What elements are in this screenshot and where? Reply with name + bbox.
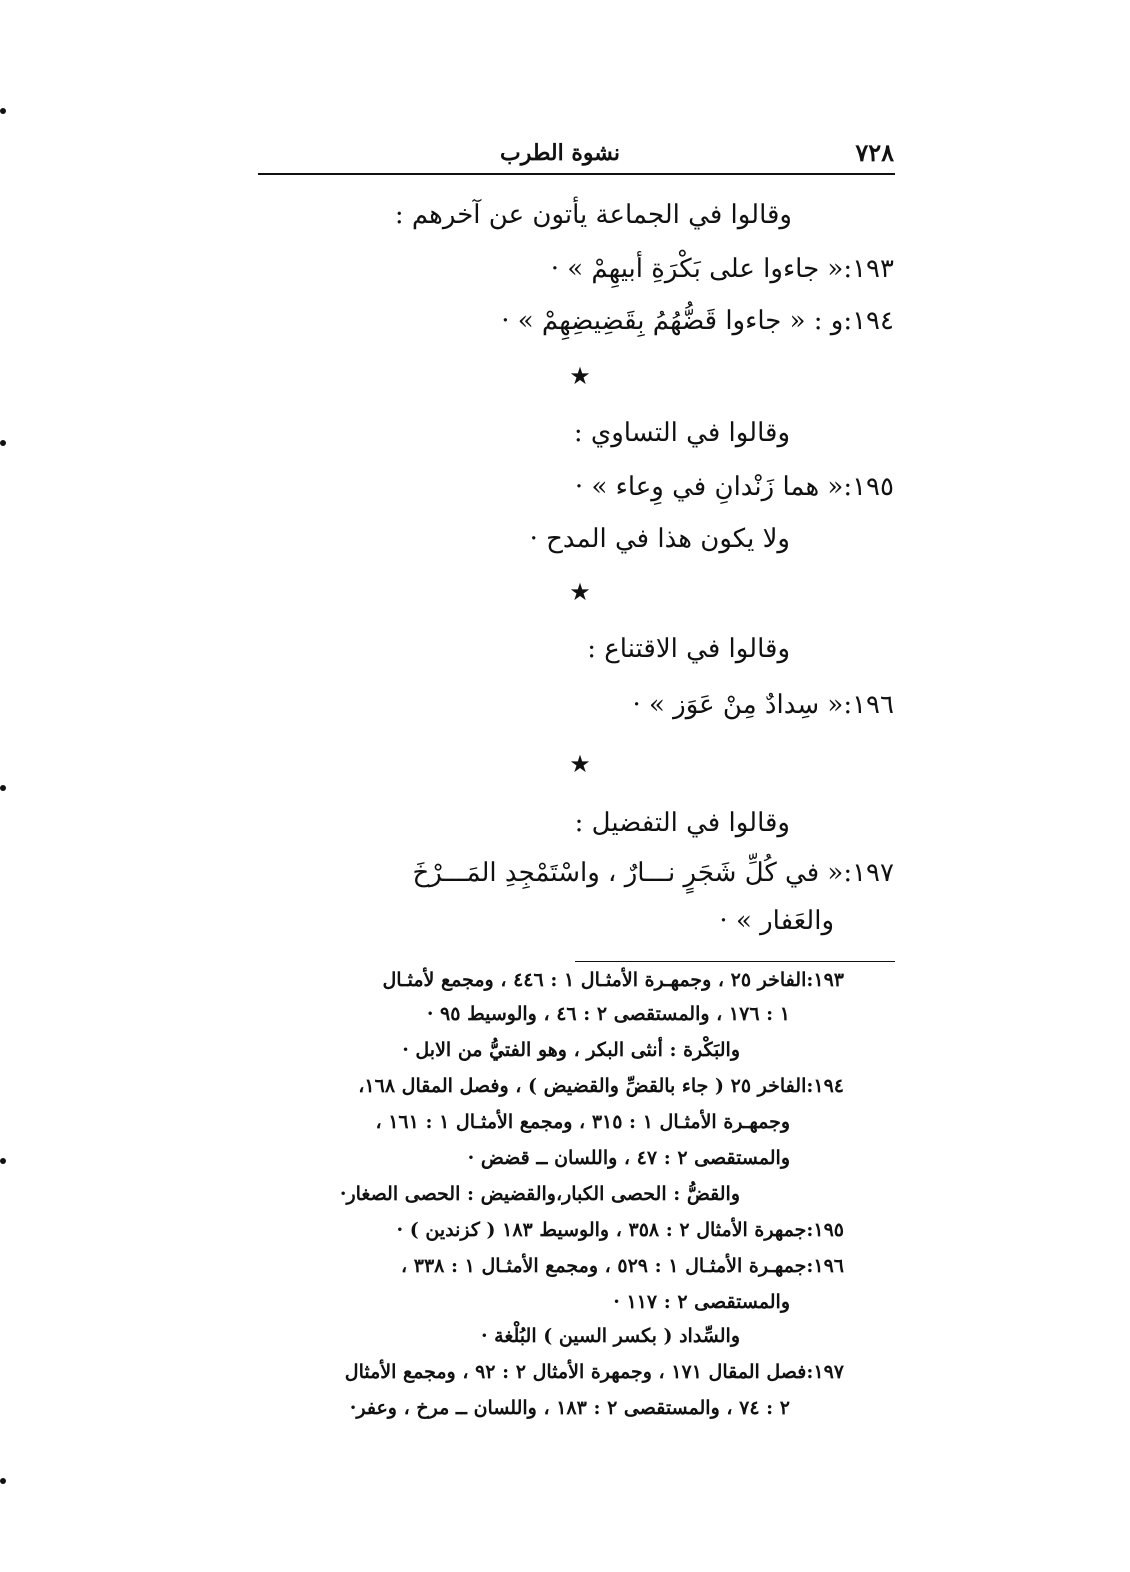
footnote-line: ١ : ١٧٦ ، والمستقصى ٢ : ٤٦ ، والوسيط ٩٥ · (426, 1003, 790, 1025)
footnote-line: ١٩٥:جمهرة الأمثال ٢ : ٣٥٨ ، والوسيط ١٨٣ ( كزندين ) · (396, 1219, 844, 1241)
scan-mark (0, 108, 6, 114)
proverb-entry: ١٩٦:« سِدادٌ مِنْ عَوَز » · (632, 690, 894, 720)
scan-mark (0, 1478, 6, 1484)
section-divider-star: ★ (569, 750, 591, 778)
header-rule (258, 173, 895, 175)
footnote-line: والمستقصى ٢ : ٤٧ ، واللسان ــ قضض · (467, 1147, 790, 1169)
footnote-line: ١٩٤:الفاخر ٢٥ ( جاء بالقضِّ والقضيض ) ، وفصل المقال ١٦٨، (358, 1075, 844, 1097)
section-intro: وقالوا في الجماعة يأتون عن آخرهم : (394, 200, 792, 230)
proverb-entry: ١٩٧:« في كُلِّ شَجَرٍ نـــارٌ ، واسْتَمْجِدِ المَـــرْخَ (412, 858, 894, 888)
footnote-line: ١٩٧:فصل المقال ١٧١ ، وجمهرة الأمثال ٢ : ٩٢ ، ومجمع الأمثال (344, 1361, 844, 1383)
section-intro: وقالوا في الاقتناع : (587, 634, 790, 664)
proverb-entry: ١٩٣:« جاءوا على بَكْرَةِ أبيهِمْ » · (550, 254, 894, 284)
proverb-entry-continuation: والعَفار » · (719, 906, 834, 936)
footnote-line: والمستقصى ٢ : ١١٧ · (613, 1291, 790, 1313)
section-divider-star: ★ (569, 578, 591, 606)
footnote-line: والبَكْرة : أنثى البكر ، وهو الفتيُّ من الابل · (402, 1039, 740, 1061)
section-intro: وقالوا في التساوي : (573, 418, 790, 448)
scan-mark (0, 785, 6, 791)
scan-mark (0, 440, 6, 446)
scan-mark (0, 1158, 6, 1164)
footnote-line: والسِّداد ( بكسر السين ) البُلْغة · (480, 1325, 740, 1347)
footnote-rule (575, 961, 895, 962)
footnote-line: وجمهـرة الأمثـال ١ : ٣١٥ ، ومجمع الأمثـال ١ : ١٦١ ، (375, 1111, 790, 1133)
page-number: ٧٢٨ (855, 138, 894, 167)
section-intro: وقالوا في التفضيل : (574, 808, 790, 838)
running-title: نشوة الطرب (499, 140, 620, 166)
footnote-line: ١٩٣:الفاخر ٢٥ ، وجمهـرة الأمثـال ١ : ٤٤٦ ، ومجمع لأمثـال (382, 969, 844, 991)
footnote-line: ٢ : ٧٤ ، والمستقصى ٢ : ١٨٣ ، واللسان ــ مرخ ، وعفر· (349, 1397, 790, 1419)
section-divider-star: ★ (569, 362, 591, 390)
footnote-line: والقضُّ : الحصى الكبار،والقضيض : الحصى الصغار· (339, 1183, 740, 1205)
proverb-entry: ١٩٤:و : « جاءوا قَضُّهُمُ بِقَضِيضِهِمْ » · (501, 306, 894, 336)
footnote-line: ١٩٦:جمهـرة الأمثـال ١ : ٥٢٩ ، ومجمع الأمثـال ١ : ٣٣٨ ، (401, 1255, 844, 1277)
proverb-entry: ١٩٥:« هما زَنْدانِ في وِعاء » · (574, 472, 894, 502)
entry-note: ولا يكون هذا في المدح · (529, 524, 790, 554)
